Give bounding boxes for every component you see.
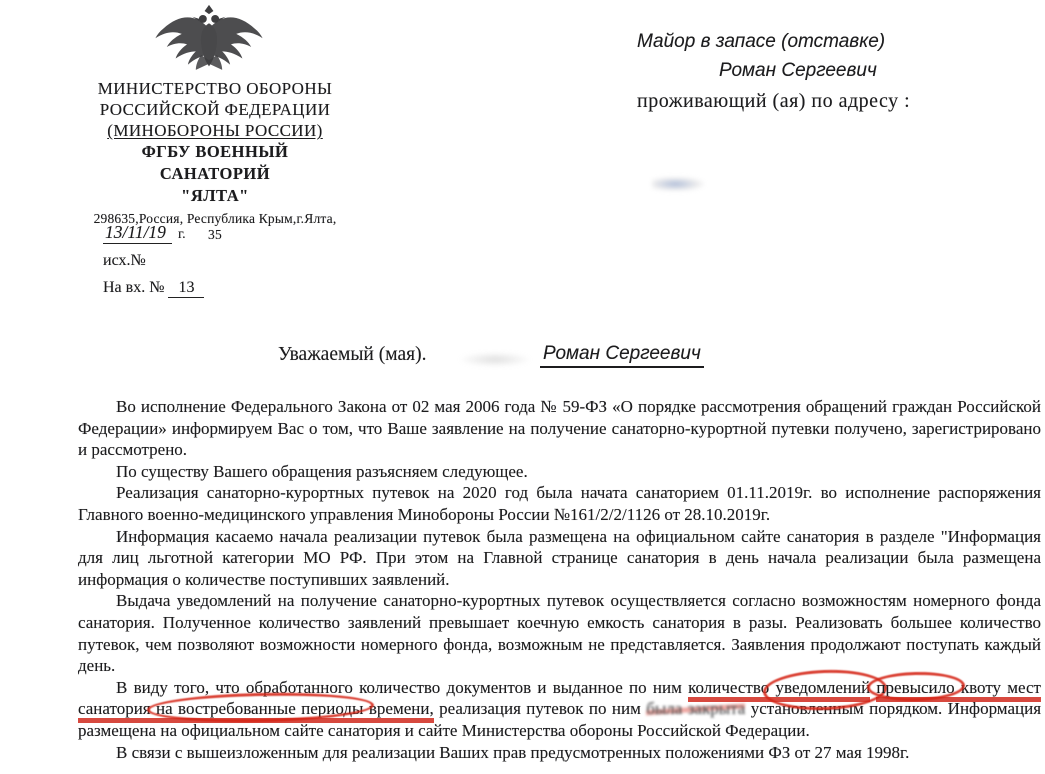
body-paragraph-4: Информация касаемо начала реализации путевок была размещена на официальном сайте санатория в разделе "Информация для лиц льготной категории МО РФ. При этом на Главной странице санатория в день начала реализации была размещена информация о количестве поступивших заявлений. — [78, 526, 1041, 589]
org-name-line2: РОССИЙСКОЙ ФЕДЕРАЦИИ — [99, 100, 331, 119]
incoming-number-value: 13 — [168, 279, 204, 298]
recipient-block — [637, 27, 997, 116]
redacted-name-smudge — [458, 352, 532, 367]
red-underline-annotation: квоту мест санатория — [78, 678, 1041, 724]
body-paragraph-6 — [78, 677, 1041, 742]
paragraph-text: установленным порядком. Информация размещена на официальном сайте санатория и сайте Министерства обороны Российской Федерации. — [78, 699, 1042, 740]
body-paragraph-3: Реализация санаторно-курортных путевок на 2020 год была начата санаторием 01.11.2019г. во исполнение распоряжения Главного военно-медицинского управления Минобороны России №161/2/2/1126 от 28.10.2019г. — [78, 483, 1041, 524]
recipient-name: Роман Сергеевич — [719, 60, 877, 81]
org-name-line5: "ЯЛТА" — [181, 186, 249, 205]
letter-body — [78, 396, 1041, 763]
smudged-text: была закрыта — [646, 699, 746, 719]
double-headed-eagle-emblem-icon — [151, 2, 267, 78]
salutation-prefix: Уважаемый (мая). — [278, 344, 427, 365]
recipient-rank: Майор в запасе (отставке) — [637, 31, 886, 52]
org-name-line4: ФГБУ ВОЕННЫЙ САНАТОРИЙ — [141, 142, 289, 183]
paragraph-text: В виду того, что обработанного количество документов и выданное по ним — [116, 677, 689, 697]
red-circle-annotation: уведомлений — [776, 678, 871, 702]
red-underline-annotation: количество — [688, 678, 775, 702]
outgoing-number-label: исх.№ — [103, 252, 146, 269]
body-paragraph-7: В связи с вышеизложенным для реализации Ваших прав предусмотренных положениями ФЗ от 27 мая 1998г. — [116, 742, 910, 762]
letterhead — [86, 2, 344, 243]
red-circle-annotation: превысило — [876, 678, 954, 702]
body-paragraph-2: По существу Вашего обращения разъясняем следующее. — [116, 461, 528, 481]
red-circle-annotation: на востребованные периоды — [156, 699, 363, 723]
red-underline-annotation: времени, — [363, 699, 433, 723]
incoming-number-label: На вх. № — [103, 279, 165, 296]
paragraph-text: реализация путевок по ним — [433, 699, 647, 719]
redacted-address-smudge — [652, 177, 704, 191]
letter-date: 13/11/19 — [103, 222, 172, 244]
org-name-line1: МИНИСТЕРСТВО ОБОРОНЫ — [97, 79, 333, 98]
letter-date-suffix: г. — [177, 227, 186, 242]
body-paragraph-5: Выдача уведомлений на получение санаторно-курортных путевок осуществляется согласно возможностям номерного фонда санатория. Полученное количество заявлений превышает коечную емкость санатория в разы. Реализовать большее количество путевок, чем позволяют возможности номерного фонда, возможным не представляется. Заявления продолжают поступать каждый день. — [78, 591, 1041, 676]
recipient-address-label: проживающий (ая) по адресу : — [637, 90, 911, 112]
org-address: 298635,Россия, Республика Крым,г.Ялта, 35 — [93, 211, 337, 242]
salutation-name: Роман Сергеевич — [540, 343, 704, 368]
body-paragraph-1: Во исполнение Федерального Закона от 02 мая 2006 года № 59-ФЗ «О порядке рассмотрения обращений граждан Российской Федерации» информируем Вас о том, что Ваше заявление на получение санаторно-курортной путевки получено, зарегистрировано и рассмотрено. — [78, 397, 1041, 460]
org-name-line3: (МИНОБОРОНЫ РОССИИ) — [107, 121, 323, 140]
reference-block — [103, 222, 204, 306]
